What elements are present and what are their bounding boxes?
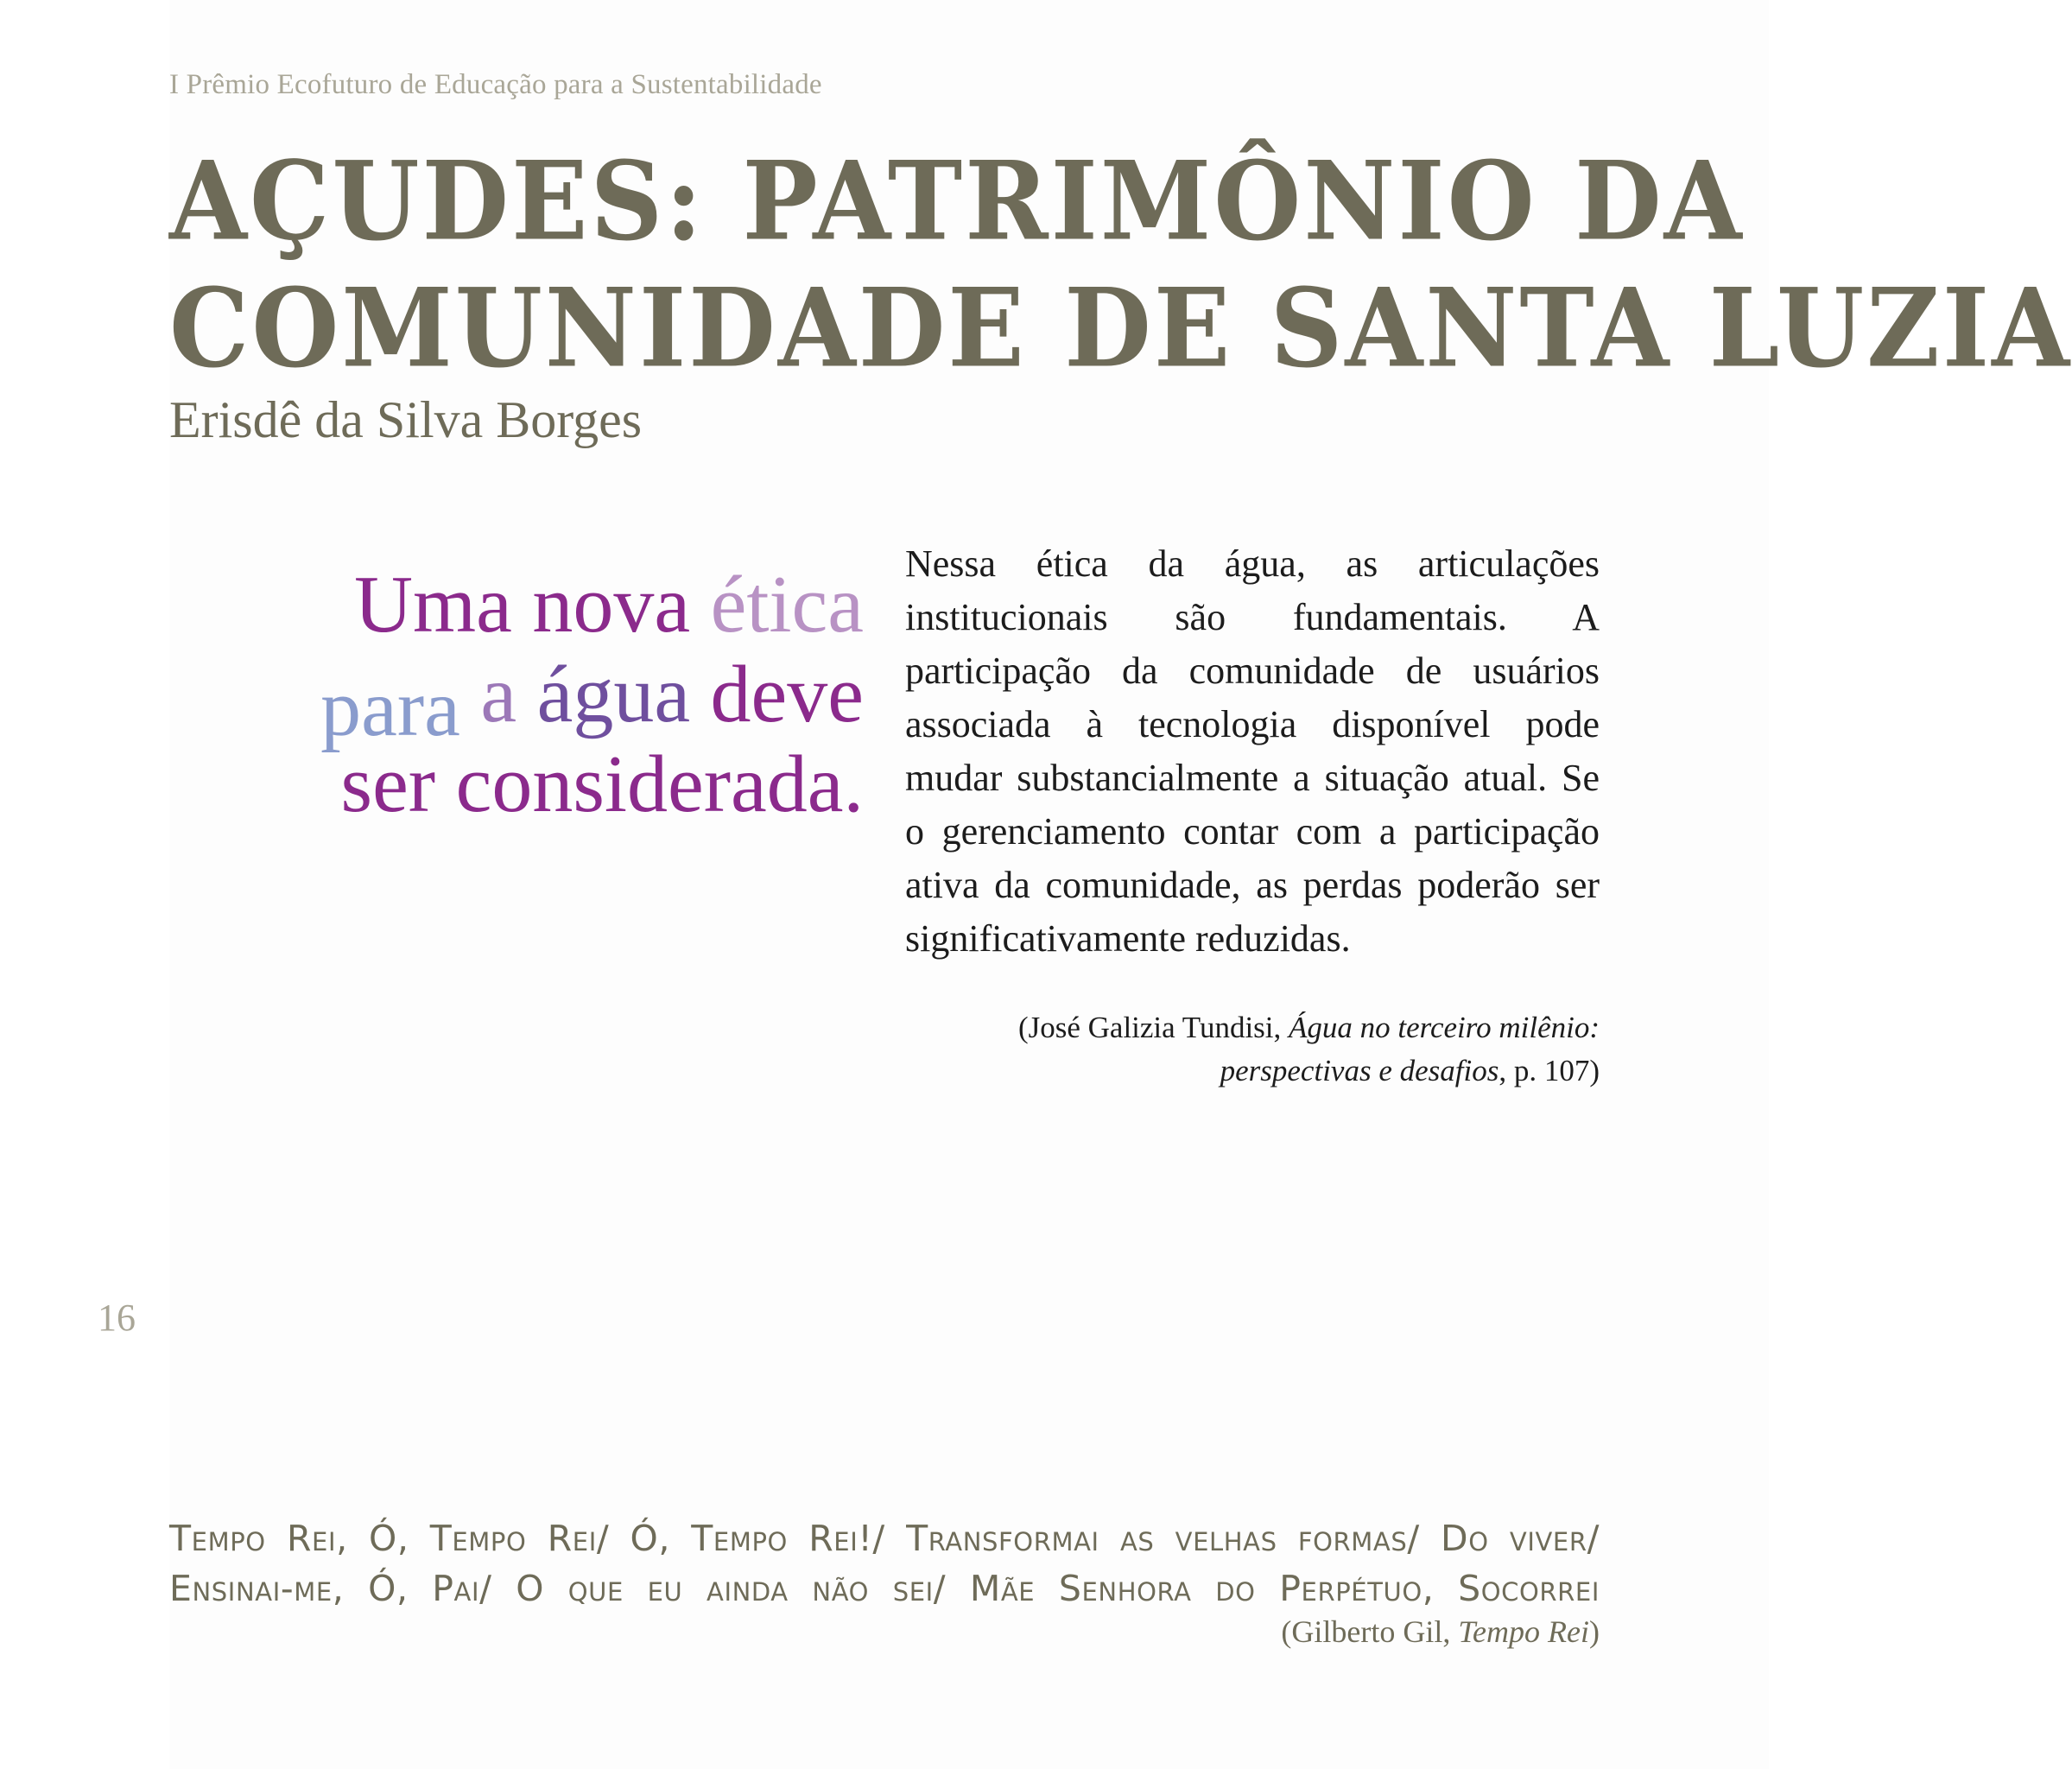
article-title-line-1: AÇUDES: PATRIMÔNIO DA — [169, 138, 1745, 265]
pull-quote-segment: para — [320, 663, 460, 753]
pull-quote-segment: ética — [710, 560, 864, 650]
citation — [905, 1006, 1600, 1093]
series-header: I Prêmio Ecofuturo de Educação para a Sustentabilidade — [169, 69, 822, 100]
pull-quote-segment: deve — [690, 650, 864, 739]
citation-book-title-line-1: Água no terceiro milênio: — [1289, 1011, 1600, 1044]
lyrics-line-1: Tempo Rei, Ó, Tempo Rei/ Ó, Tempo Rei!/ Transformai as velhas formas/ Do viver/ — [169, 1518, 1600, 1559]
pull-quote-line-2 — [207, 650, 864, 753]
citation-suffix: , p. 107) — [1499, 1054, 1600, 1087]
article-title-line-2: COMUNIDADE DE SANTA LUZIA — [169, 264, 2072, 392]
article-title — [169, 138, 2072, 392]
pull-quote-segment: a — [459, 650, 537, 739]
lyrics-credit-title: Tempo Rei — [1458, 1614, 1589, 1649]
lyrics-credit-prefix: (Gilberto Gil, — [1281, 1614, 1459, 1649]
lyrics-line-2: Ensinai-me, Ó, Pai/ O que eu ainda não sei/ Mãe Senhora do Perpétuo, Socorrei — [169, 1568, 1600, 1609]
pull-quote-segment: água — [536, 650, 691, 739]
page-number: 16 — [98, 1297, 136, 1339]
pull-quote-line-1 — [207, 560, 864, 650]
pull-quote — [207, 560, 864, 829]
song-lyrics — [169, 1513, 1600, 1614]
body-paragraph: Nessa ética da água, as articulações institucionais são fundamentais. A participação da comunidade de usuários associada à tecnologia disponível pode mudar substancialmente a situação atual. Se o gerenciamento contar com a participação ativa da comunidade, as perdas poderão ser significativamente reduzidas. — [905, 542, 1600, 960]
citation-prefix: (José Galizia Tundisi, — [1017, 1011, 1289, 1044]
pull-quote-line-3: ser considerada. — [340, 739, 864, 829]
pull-quote-segment: Uma nova — [354, 560, 711, 650]
citation-book-title-line-2: perspectivas e desafios — [1220, 1054, 1499, 1087]
article-author: Erisdê da Silva Borges — [169, 391, 643, 448]
lyrics-credit-suffix: ) — [1589, 1614, 1600, 1649]
lyrics-credit — [169, 1614, 1600, 1650]
